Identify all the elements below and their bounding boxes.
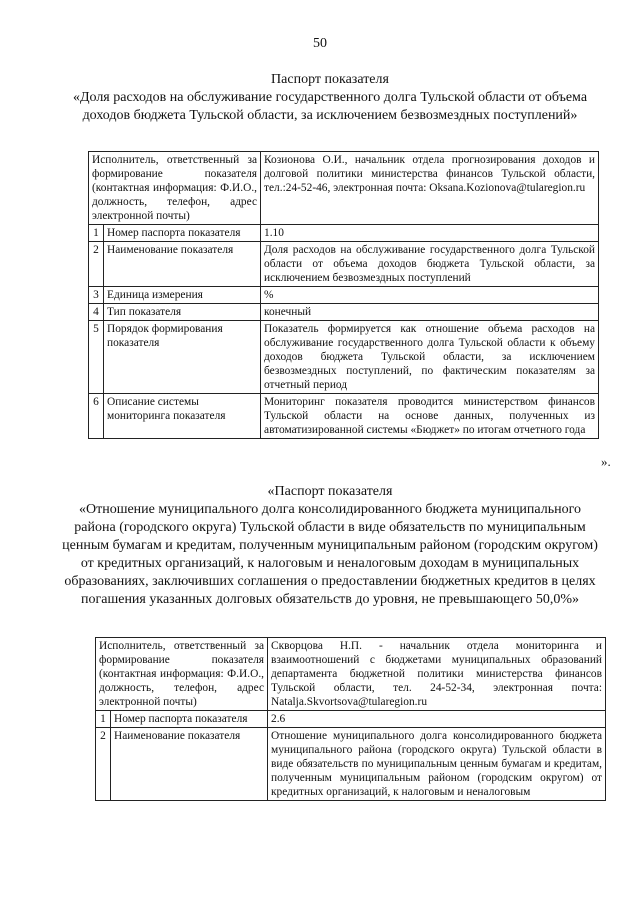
row-value: 1.10 (261, 225, 599, 242)
row-value: Отношение муниципального долга консолидированного бюджета муниципального района (городского округа) Тульской области в виде обязательств по муниципальным ценным бумагам и кредитам, полученным муниципальным районом (городским округом) от кредитных организаций, к налоговым и неналоговым (268, 728, 606, 801)
table-row (89, 152, 599, 225)
row-value: конечный (261, 304, 599, 321)
row-number: 2 (96, 728, 111, 801)
row-value: Мониторинг показателя проводится министерством финансов Тульской области на основе данных, полученных из автоматизированной системы «Бюджет» по итогам отчетного года (261, 394, 599, 439)
table-row (89, 225, 599, 242)
row-number: 1 (96, 711, 111, 728)
table-row (96, 638, 606, 711)
row-label: Порядок формирования показателя (104, 321, 261, 394)
row-number: 5 (89, 321, 104, 394)
row-label: Тип показателя (104, 304, 261, 321)
row-label: Номер паспорта показателя (111, 711, 268, 728)
row-number: 4 (89, 304, 104, 321)
passport2-title (60, 483, 600, 609)
row-value: Показатель формируется как отношение объема расходов на обслуживание государственного долга Тульской области к объему доходов бюджета Тульской области, за исключением безвозмездных поступлений, по фактическим показателям за отчетный период (261, 321, 599, 394)
passport1-title (60, 71, 600, 125)
row-number: 2 (89, 242, 104, 287)
table-row (89, 242, 599, 287)
passport1-table (88, 151, 599, 439)
row-number: 3 (89, 287, 104, 304)
passport2-title-indicator: «Отношение муниципального долга консолидированного бюджета муниципального района (городского округа) Тульской области в виде обязательств по муниципальным ценным бумагам и кредитам, полученным муниципальным районом (городским округом) от кредитных организаций, к налоговым и неналоговым доходам в муниципальных образованиях, заключивших соглашения о предоставлении бюджетных кредитов в целях погашения указанных долговых обязательств до уровня, не превышающего 50,0%» (62, 502, 598, 607)
row-number: 6 (89, 394, 104, 439)
closing-quote-mark: ». (601, 454, 611, 469)
passport2-table (95, 637, 606, 801)
executor-label: Исполнитель, ответственный за формирование показателя (контактная информация: Ф.И.О., должность, телефон, адрес электронной почты) (89, 152, 261, 225)
passport2-title-heading: «Паспорт показателя (267, 484, 393, 499)
row-value: % (261, 287, 599, 304)
row-label: Описание системы мониторинга показателя (104, 394, 261, 439)
table-row (89, 287, 599, 304)
table-row (89, 394, 599, 439)
row-value: 2.6 (268, 711, 606, 728)
executor-value: Скворцова Н.П. - начальник отдела мониторинга и взаимоотношений с бюджетами муниципальных образований департамента бюджетной политики министерства финансов Тульской области, тел. 24-52-34, электронная почта: Natalja.Skvortsova@tularegion.ru (268, 638, 606, 711)
row-number: 1 (89, 225, 104, 242)
table-row (89, 321, 599, 394)
passport1-title-heading: Паспорт показателя (271, 72, 389, 87)
row-label: Единица измерения (104, 287, 261, 304)
table-row (96, 728, 606, 801)
executor-label: Исполнитель, ответственный за формирование показателя (контактная информация: Ф.И.О., должность, телефон, адрес электронной почты) (96, 638, 268, 711)
row-value: Доля расходов на обслуживание государственного долга Тульской области от объема доходов бюджета Тульской области, за исключением безвозмездных поступлений (261, 242, 599, 287)
row-label: Номер паспорта показателя (104, 225, 261, 242)
table-row (89, 304, 599, 321)
passport1-title-indicator: «Доля расходов на обслуживание государственного долга Тульской области от объема доходов бюджета Тульской области, за исключением безвозмездных поступлений» (72, 90, 588, 123)
row-label: Наименование показателя (111, 728, 268, 801)
page-number: 50 (313, 36, 327, 51)
executor-value: Козионова О.И., начальник отдела прогнозирования доходов и долговой политики министерства финансов Тульской области, тел.:24-52-46, электронная почта: Oksana.Kozionova@tularegion.ru (261, 152, 599, 225)
row-label: Наименование показателя (104, 242, 261, 287)
table-row (96, 711, 606, 728)
